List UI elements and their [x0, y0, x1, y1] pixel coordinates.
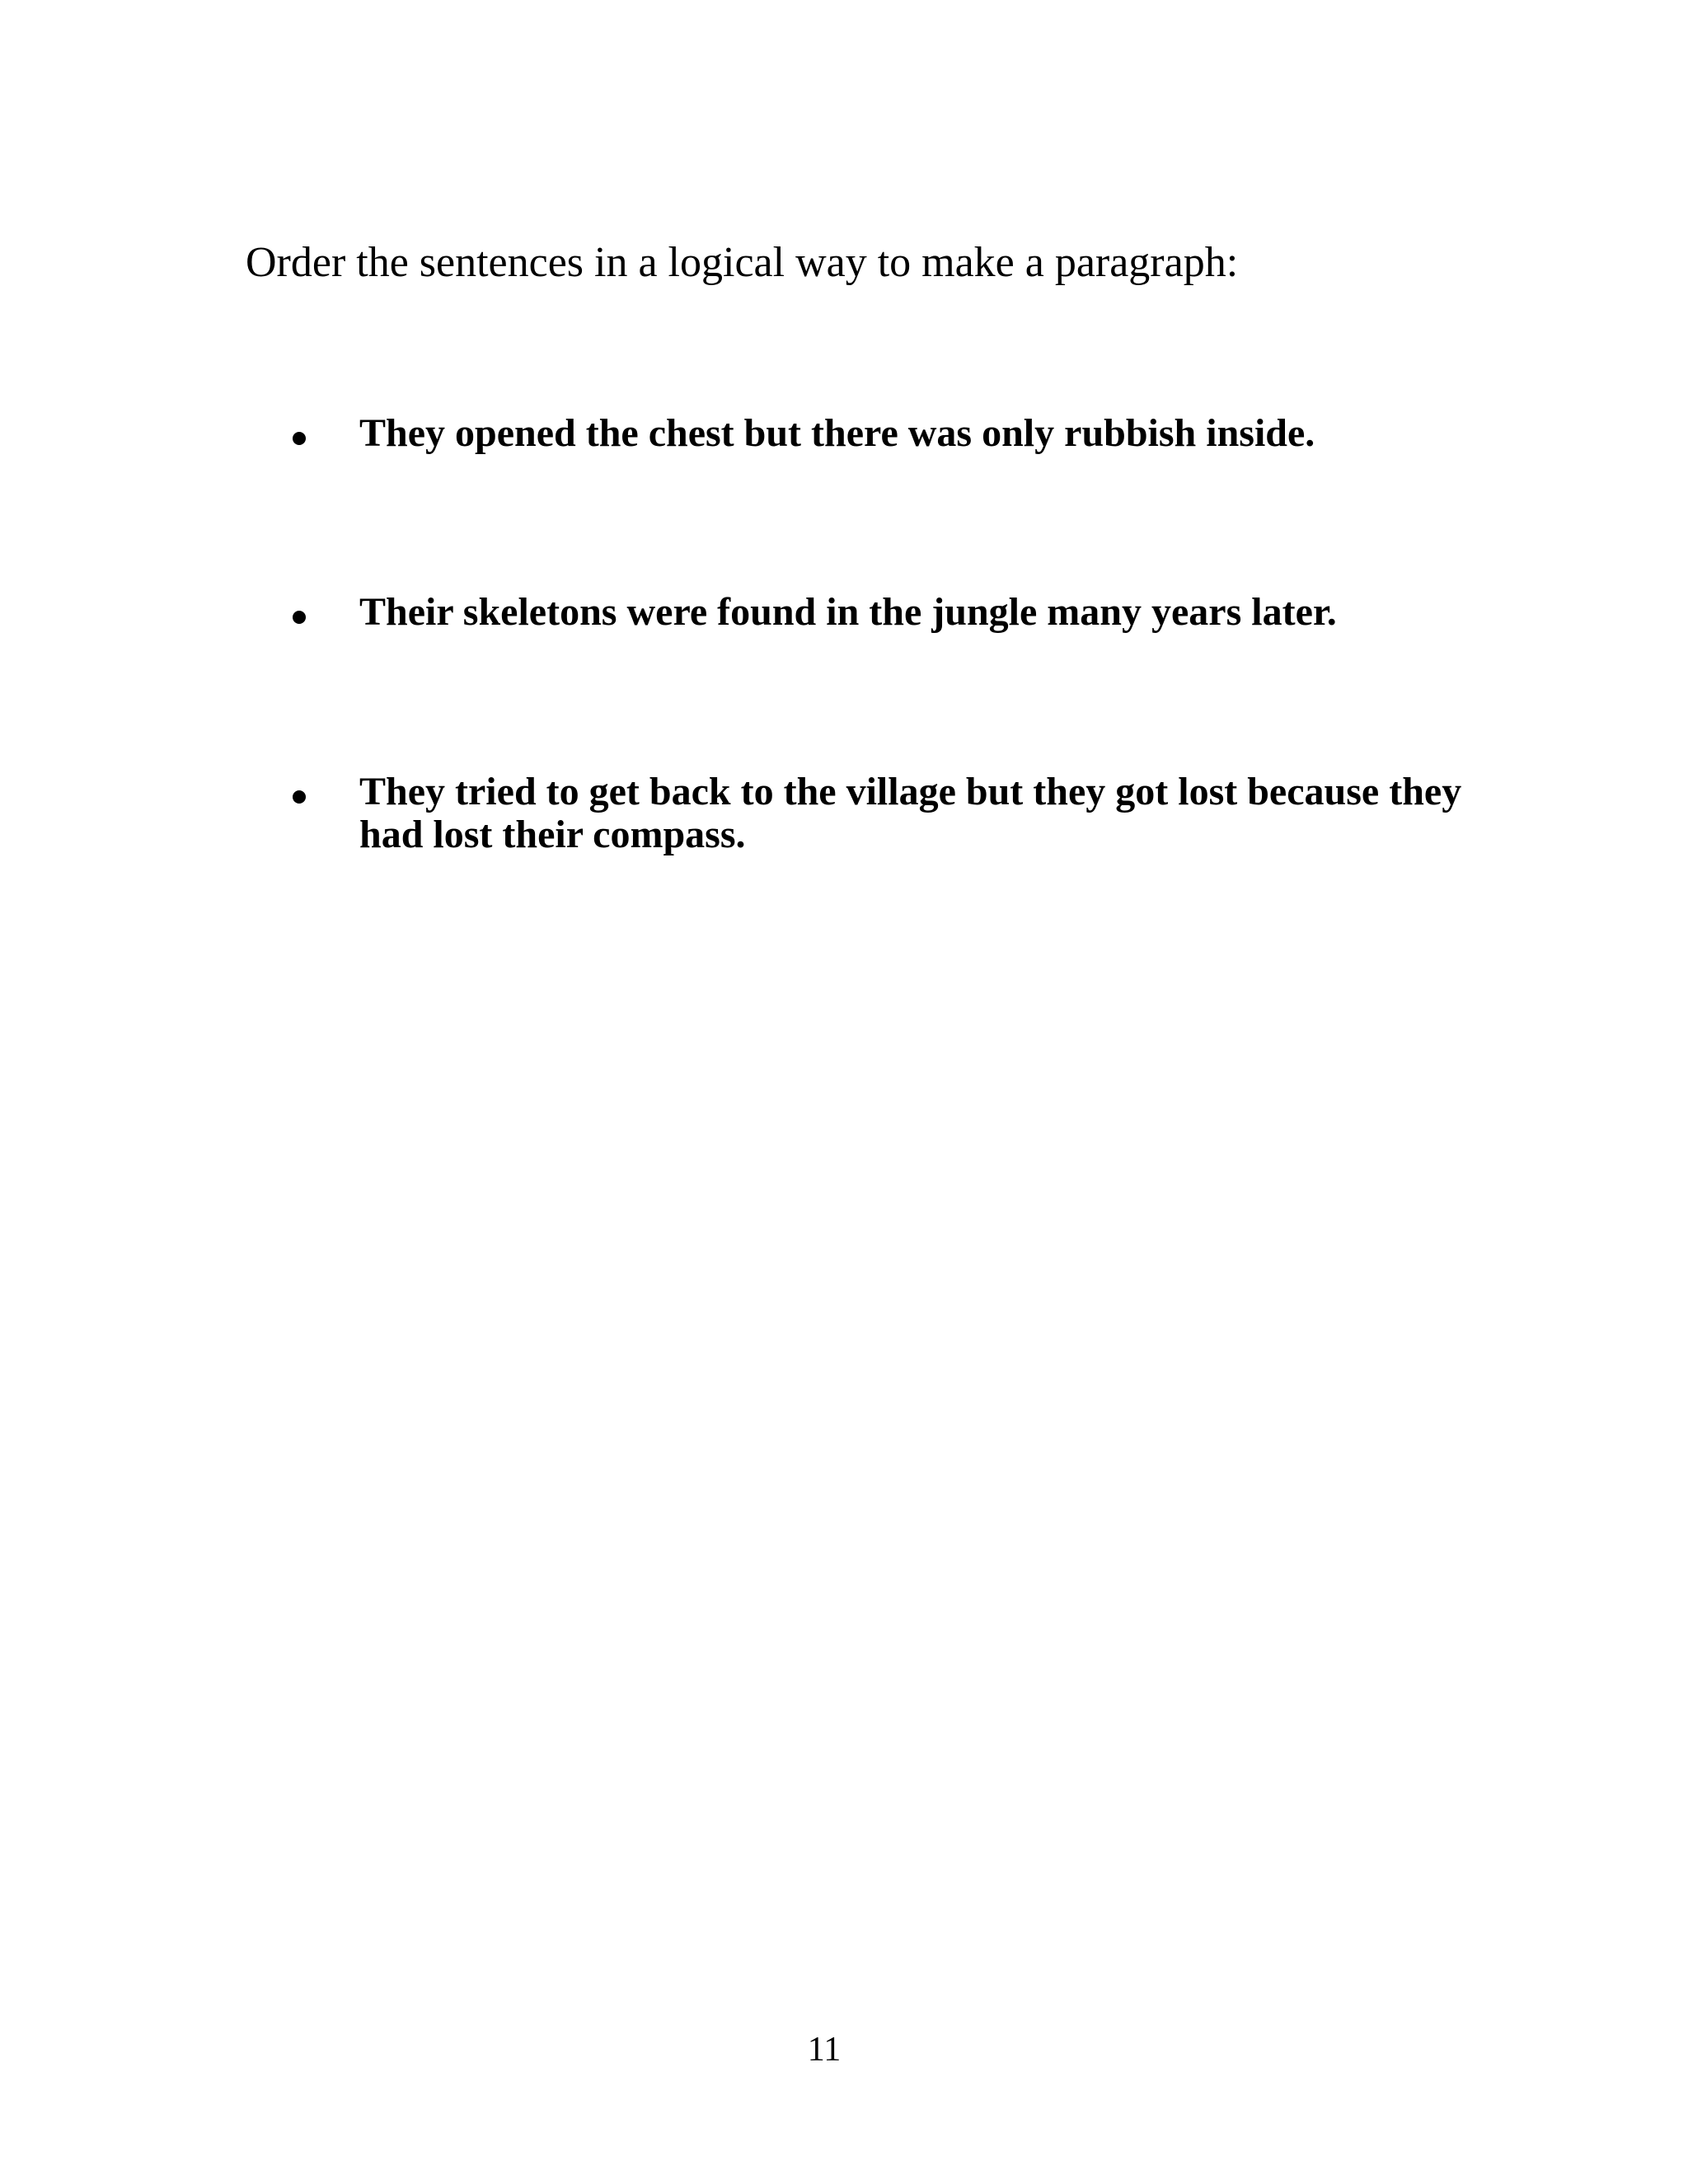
- list-item: [293, 412, 1463, 455]
- instruction-text: Order the sentences in a logical way to make a paragraph:: [246, 239, 1239, 286]
- sentence-text: They tried to get back to the village but they got lost because they had lost their compass.: [359, 770, 1462, 856]
- sentence-text: Their skeletons were found in the jungle many years later.: [359, 590, 1337, 634]
- list-item: [293, 771, 1463, 856]
- page-number: 11: [807, 2031, 842, 2069]
- list-item: [293, 591, 1463, 634]
- sentence-text: They opened the chest but there was only rubbish inside.: [359, 411, 1315, 455]
- bullet-icon: [293, 790, 306, 804]
- bullet-icon: [293, 611, 306, 624]
- bullet-icon: [293, 432, 306, 445]
